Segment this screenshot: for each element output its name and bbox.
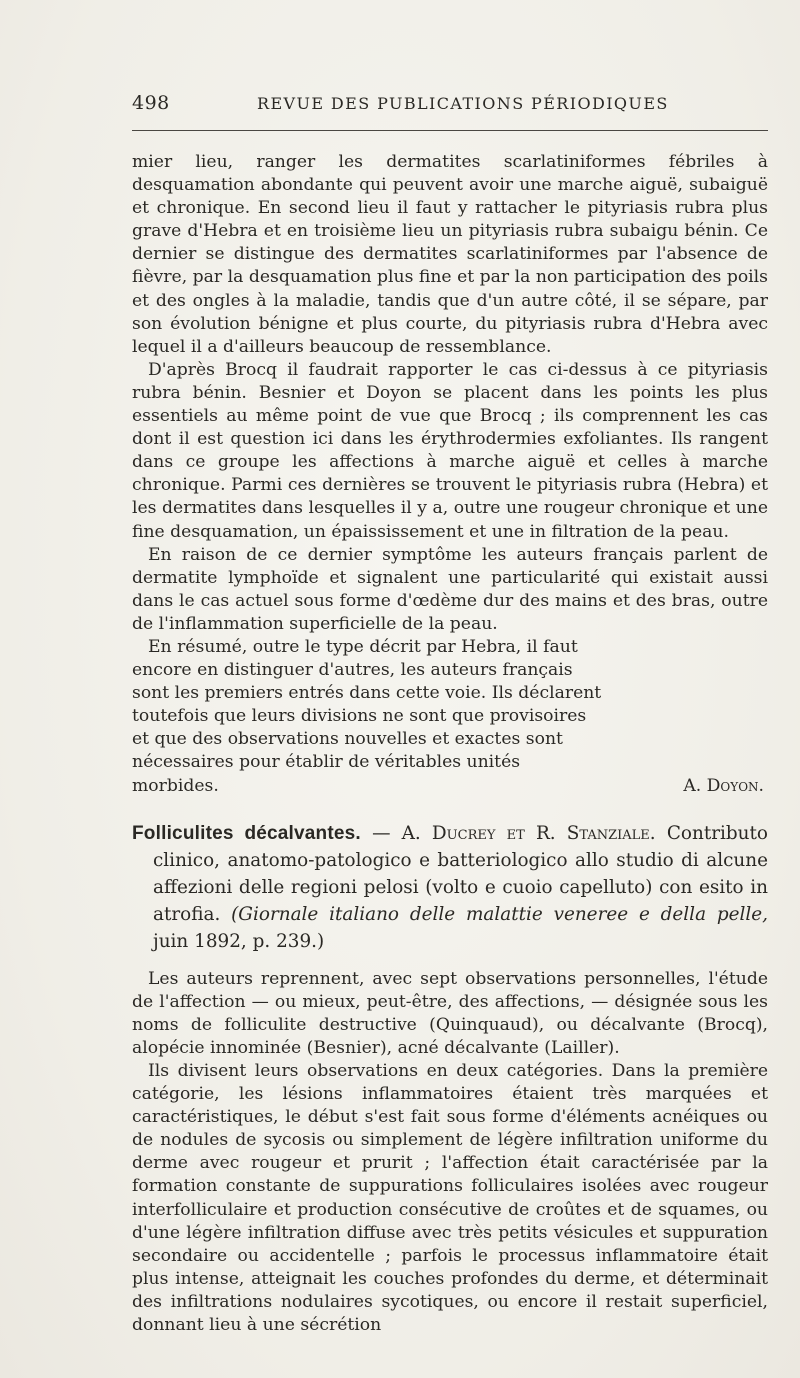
review-date: juin 1892, p. 239.) (153, 930, 325, 952)
review-heading (132, 820, 768, 955)
paragraph: En résumé, outre le type décrit par Hebra, il faut encore en distinguer d'autres, les auteurs français sont les premiers entrés dans cette voie. Ils déclarent toutefois que leurs divisions ne sont que provisoires et que des observations nouvelles et exactes sont nécessaires pour établir de véritables unités morbides. (132, 636, 602, 796)
running-head: REVUE DES PUBLICATIONS PÉRIODIQUES (257, 94, 669, 113)
paragraph: Ils divisent leurs observations en deux catégories. Dans la première catégorie, les lésions inflammatoires étaient très marquées et caractéristiques, le début s'est fait sous forme d'éléments acnéiques ou de nodules de sycosis ou simplement de légère infiltration uniforme du derme avec rougeur et prurit ; l'affection était caractérisée par la formation constante de suppurations folliculaires isolées avec rougeur interfolliculaire et production consécutive de croûtes et de squames, ou d'une légère infiltration diffuse avec très petits vésicules et suppuration secondaire ou accidentelle ; parfois le processus inflammatoire était plus intense, atteignait les couches profondes du derme, et déterminait des infiltrations nodulaires sycotiques, ou encore il restait superficiel, donnant lieu à une sécrétion (132, 1061, 768, 1336)
header-rule (132, 130, 768, 131)
last-paragraph-with-signature (132, 636, 768, 798)
second-article (132, 820, 768, 1338)
paragraph: Les auteurs reprennent, avec sept observations personnelles, l'étude de l'affection — ou mieux, peut-être, des affections, — désignée sous les noms de folliculite destructive (Quinquaud), ou décalvante (Brocq), alopécie innominée (Besnier), acné décalvante (Lailler). (132, 968, 768, 1058)
review-authors: A. Ducrey et R. Stanziale. (401, 822, 656, 844)
page-body (132, 151, 768, 1337)
signature: A. Doyon. (683, 775, 764, 796)
review-journal: (Giornale italiano delle malattie veneree e della pelle, (231, 903, 768, 925)
first-article (132, 151, 768, 798)
paragraph: En raison de ce dernier symptôme les auteurs français parlent de dermatite lymphoïde et signalent une particularité qui existait aussi dans le cas actuel sous forme d'œdème dur des mains et des bras, outre de l'inflammation superficielle de la peau. (132, 544, 768, 634)
page-number: 498 (132, 92, 170, 114)
paragraph: D'après Brocq il faudrait rapporter le cas ci-dessus à ce pityriasis rubra bénin. Besnier et Doyon se placent dans les points les plus essentiels au même point de vue que Brocq ; ils comprennent les cas dont il est question ici dans les érythrodermies exfoliantes. Ils rangent dans ce groupe les affections à marche aiguë et celles à marche chronique. Parmi ces dernières se trouvent le pityriasis rubra (Hebra) et les dermatites dans lesquelles il y a, outre une rougeur chronique et une fine desquamation, un épaississement et une in filtration de la peau. (132, 359, 768, 542)
review-body (132, 968, 768, 1338)
paragraph: mier lieu, ranger les dermatites scarlatiniformes fébriles à desquamation abondante qui peuvent avoir une marche aiguë, subaiguë et chronique. En second lieu il faut y rattacher le pityriasis rubra plus grave d'Hebra et en troisième lieu un pityriasis rubra subaigu bénin. Ce dernier se distingue des dermatites scarlatiniformes par l'absence de fièvre, par la desquamation plus fine et par la non participation des poils et des ongles à la maladie, tandis que d'un autre côté, il se sépare, par son évolution bénigne et plus courte, du pityriasis rubra d'Hebra avec lequel il a d'ailleurs beaucoup de ressemblance. (132, 152, 768, 357)
dash: — (372, 822, 391, 844)
page-header (132, 92, 768, 120)
review-italian-title: Contributo clinico, anatomo-patologico e batteriologico allo studio di alcune affezioni delle regioni pelosi (volto e cuoio capelluto) con esito in atrofia. (153, 822, 768, 925)
review-title: Folliculites décalvantes. (132, 822, 361, 844)
